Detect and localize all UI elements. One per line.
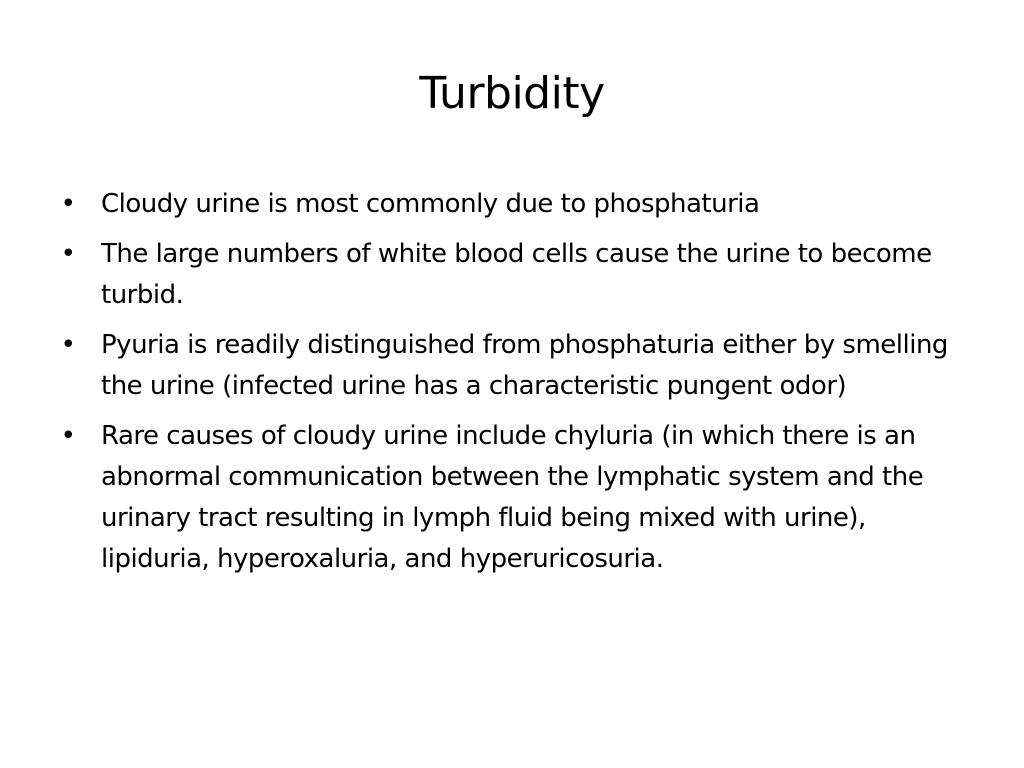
bullet-dot-icon: • <box>60 330 76 360</box>
bullet-dot-icon: • <box>60 239 76 269</box>
bullet-text: Cloudy urine is most commonly due to phosphaturia <box>101 189 760 219</box>
bullet-item <box>58 234 958 316</box>
bullet-text: Rare causes of cloudy urine include chyluria (in which there is an abnormal communication between the lymphatic system and the urinary tract resulting in lymph fluid being mixed with urine), lipiduria, hyperoxaluria, and hyperuricosuria. <box>101 421 924 574</box>
bullet-item <box>58 416 958 580</box>
bullet-dot-icon: • <box>60 421 76 451</box>
bullet-list <box>58 184 958 589</box>
bullet-dot-icon: • <box>60 189 76 219</box>
bullet-item <box>58 184 958 225</box>
slide-title: Turbidity <box>419 68 605 119</box>
bullet-item <box>58 325 958 407</box>
bullet-text: Pyuria is readily distinguished from phosphaturia either by smelling the urine (infected urine has a characteristic pungent odor) <box>101 330 948 401</box>
bullet-text: The large numbers of white blood cells cause the urine to become turbid. <box>101 239 932 310</box>
